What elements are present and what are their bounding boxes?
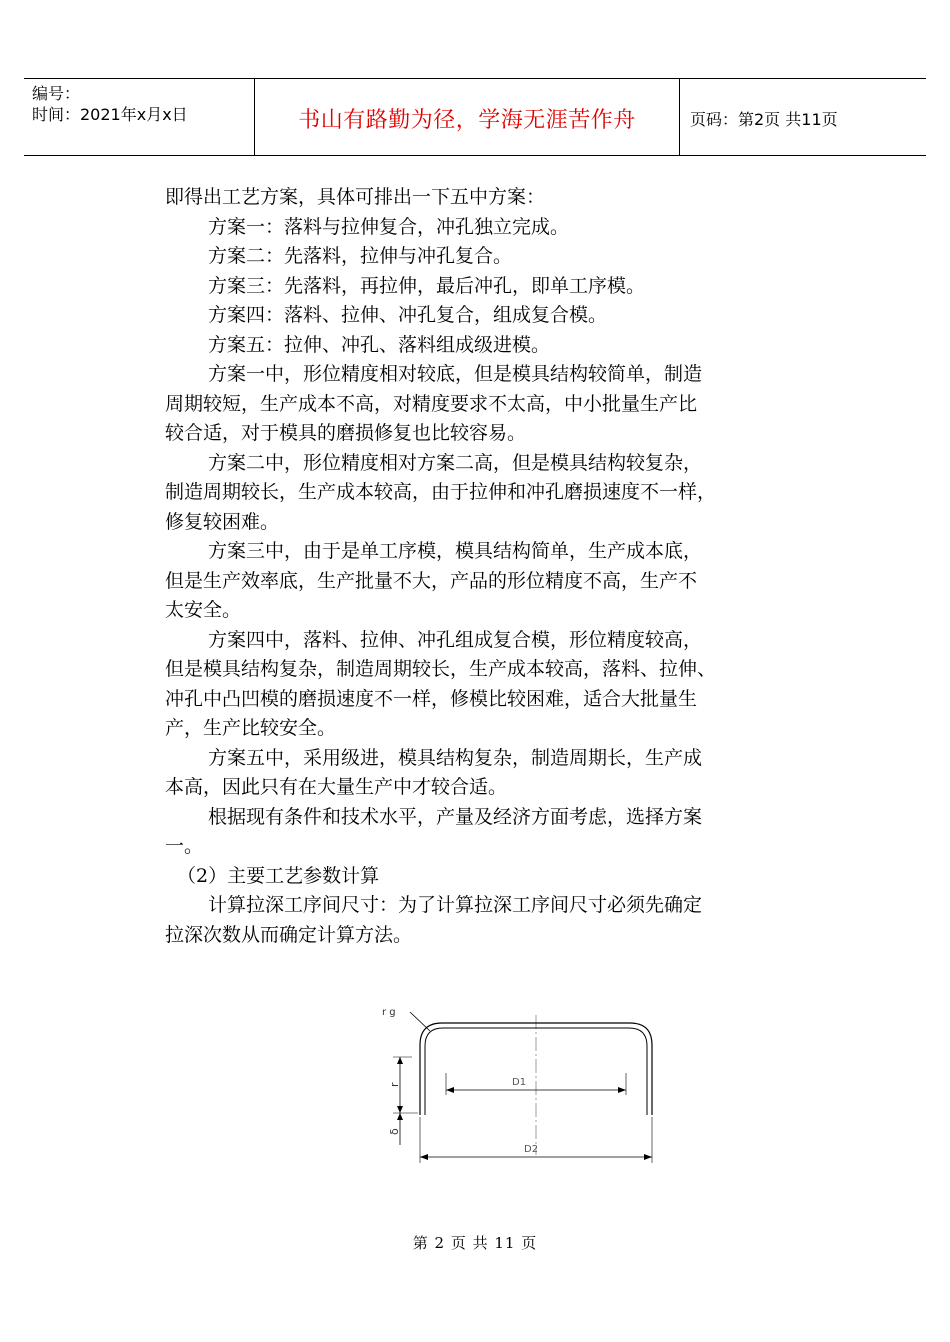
- header-page-info: 页码：第2页 共11页: [690, 110, 838, 129]
- body-line: 制造周期较长，生产成本较高，由于拉伸和冲孔磨损速度不一样，: [165, 481, 717, 503]
- header-meta: [32, 83, 188, 125]
- dim-arrow: [644, 1154, 652, 1160]
- dim-arrow: [397, 1106, 403, 1113]
- body-line: 本高，因此只有在大量生产中才较合适。: [165, 776, 508, 798]
- dim-arrow: [446, 1087, 454, 1093]
- r-label: r: [388, 1082, 401, 1087]
- rg-leader: [410, 1012, 430, 1031]
- body-line: 方案四中，落料、拉伸、冲孔组成复合模，形位精度较高，: [208, 628, 703, 651]
- body-line: 一。: [165, 835, 204, 857]
- body-line: 方案二中，形位精度相对方案二高，但是模具结构较复杂，: [208, 451, 703, 474]
- header-motto: 书山有路勤为径，学海无涯苦作舟: [298, 108, 636, 133]
- section-heading: （2）主要工艺参数计算: [177, 864, 380, 887]
- delta-label: δ: [388, 1128, 401, 1135]
- body-line: 方案四：落料、拉伸、冲孔复合，组成复合模。: [208, 304, 608, 326]
- page-header: [24, 78, 926, 156]
- dim-arrow: [397, 1113, 403, 1120]
- body-line: 拉深次数从而确定计算方法。: [165, 923, 413, 946]
- body-line: 但是生产效率底，生产批量不大，产品的形位精度不高，生产不: [165, 569, 698, 592]
- body-line: 计算拉深工序间尺寸：为了计算拉深工序间尺寸必须先确定: [208, 894, 703, 916]
- dim-arrow: [420, 1154, 428, 1160]
- body-line: 即得出工艺方案，具体可排出一下五中方案：: [165, 186, 546, 208]
- cup-drawing: [360, 995, 680, 1175]
- body-line: 方案三中，由于是单工序模，模具结构简单，生产成本底，: [208, 540, 703, 562]
- body-line: 方案一：落料与拉伸复合，冲孔独立完成。: [208, 215, 570, 238]
- d1-label: D1: [512, 1077, 527, 1088]
- body-line: 方案五中，采用级进，模具结构复杂，制造周期长，生产成: [208, 746, 703, 769]
- body-line: 但是模具结构复杂，制造周期较长，生产成本较高，落料、拉伸、: [165, 658, 717, 680]
- number-label: 编号：: [32, 84, 81, 103]
- body-line: 方案一中，形位精度相对较底，但是模具结构较简单，制造: [208, 363, 703, 385]
- document-body: [165, 183, 790, 950]
- page-footer: 第 2 页 共 11 页: [412, 1234, 538, 1252]
- d2-label: D2: [524, 1144, 539, 1155]
- rg-label: r g: [382, 1007, 396, 1018]
- cup-drawing-figure: [360, 995, 680, 1175]
- body-line: 方案二：先落料，拉伸与冲孔复合。: [208, 245, 513, 267]
- body-line: 根据现有条件和技术水平，产量及经济方面考虑，选择方案: [208, 805, 703, 828]
- dim-arrow: [397, 1057, 403, 1064]
- body-line: 周期较短，生产成本不高，对精度要求不太高，中小批量生产比: [165, 392, 698, 415]
- time-label: 时间：2021年x月x日: [32, 105, 188, 124]
- body-line: 较合适，对于模具的磨损修复也比较容易。: [165, 422, 527, 444]
- body-line: 方案五：拉伸、冲孔、落料组成级进模。: [208, 333, 551, 356]
- body-line: 方案三：先落料，再拉伸，最后冲孔，即单工序模。: [208, 274, 646, 297]
- body-line: 冲孔中凸凹模的磨损速度不一样，修模比较困难，适合大批量生: [165, 687, 698, 710]
- dim-arrow: [618, 1087, 626, 1093]
- body-line: 太安全。: [165, 599, 242, 621]
- header-divider: [679, 79, 680, 155]
- body-line: 产，生产比较安全。: [165, 717, 337, 739]
- body-line: 修复较困难。: [165, 510, 280, 533]
